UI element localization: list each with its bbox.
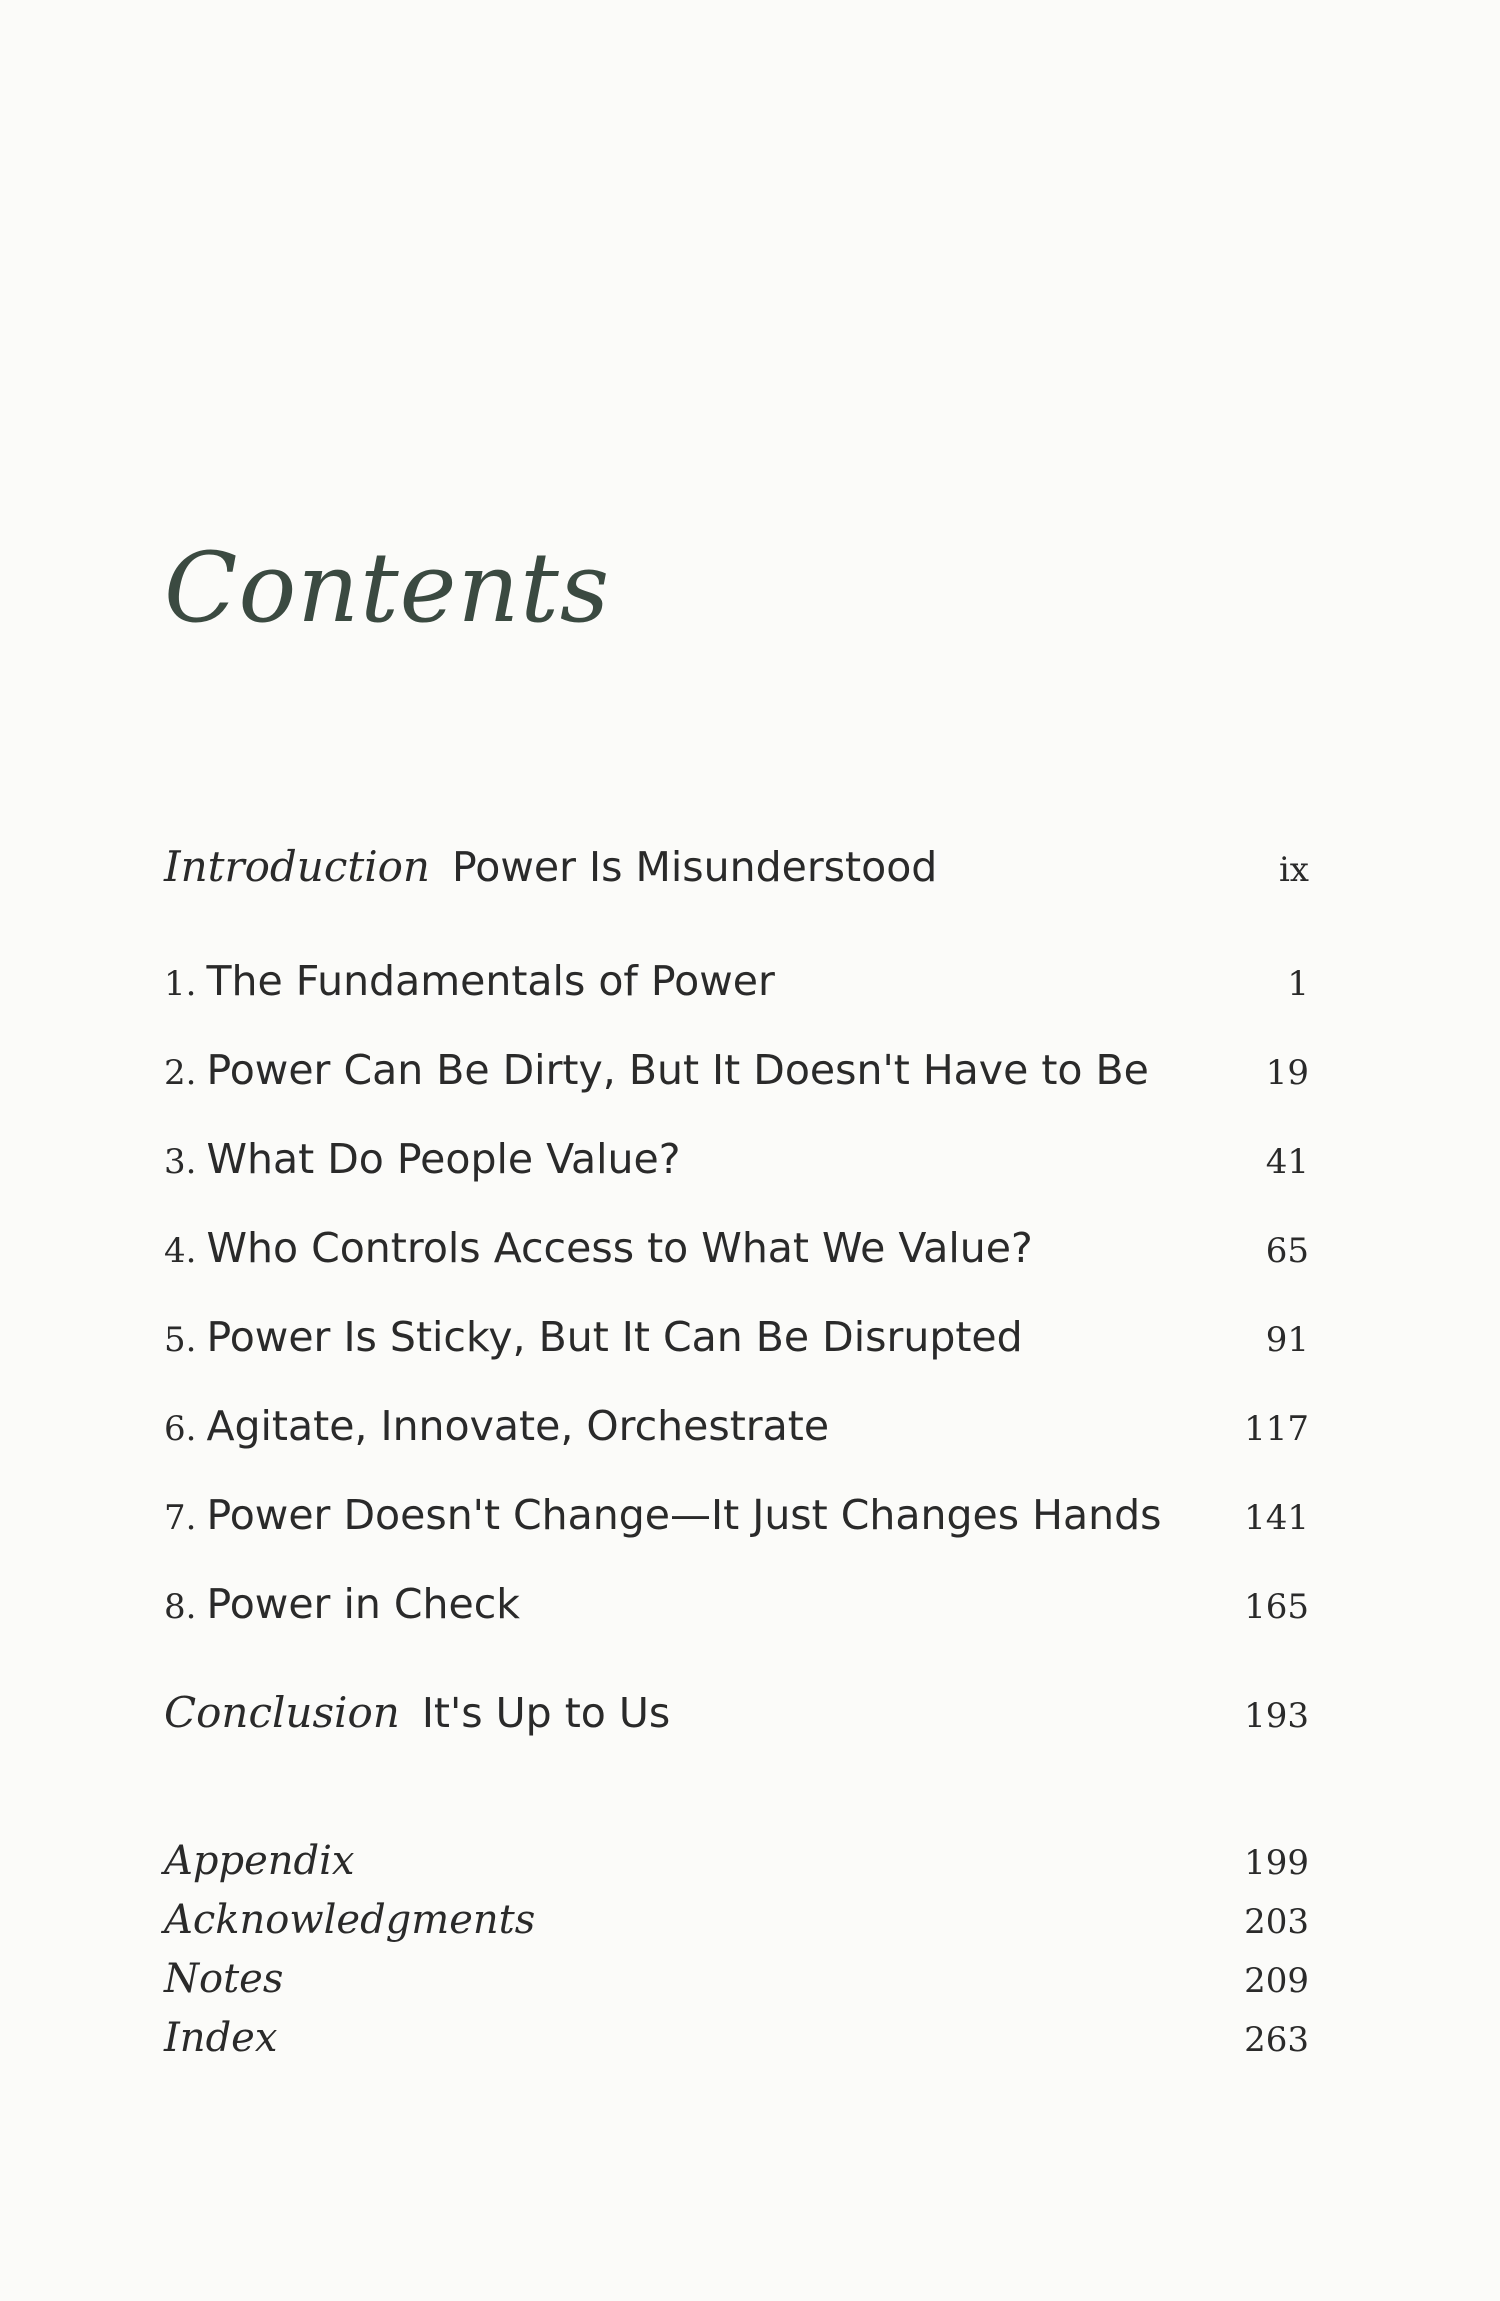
toc-entry-chapter-2[interactable] (164, 1046, 1309, 1106)
chapter-number: 4. (164, 1231, 197, 1271)
page-number: 193 (1244, 1696, 1309, 1736)
toc-entry-text (164, 957, 775, 1005)
page-number: 263 (1244, 2020, 1309, 2060)
toc-entry-acknowledgments[interactable] (164, 1897, 1309, 1957)
entry-title: The Fundamentals of Power (206, 957, 775, 1005)
page-number: ix (1278, 850, 1309, 890)
toc-entry-text (164, 1046, 1149, 1094)
chapter-number: 2. (164, 1053, 197, 1093)
entry-title: Who Controls Access to What We Value? (206, 1224, 1033, 1272)
page-number: 199 (1244, 1843, 1309, 1883)
entry-title: Appendix (164, 1838, 355, 1884)
toc-entry-notes[interactable] (164, 1956, 1309, 2016)
toc-entry-chapter-3[interactable] (164, 1135, 1309, 1195)
entry-title: Acknowledgments (164, 1897, 536, 1943)
chapter-number: 7. (164, 1498, 197, 1538)
section-prefix: Conclusion (164, 1688, 400, 1737)
entry-title: Power Is Sticky, But It Can Be Disrupted (206, 1313, 1023, 1361)
toc-entry-text (164, 1313, 1023, 1361)
toc-entry-introduction[interactable] (164, 842, 1309, 902)
chapter-number: 5. (164, 1320, 197, 1360)
page-number: 209 (1244, 1961, 1309, 2001)
toc-entry-chapter-1[interactable] (164, 957, 1309, 1017)
chapter-number: 1. (164, 964, 197, 1004)
page-number: 165 (1244, 1587, 1309, 1627)
toc-entry-index[interactable] (164, 2015, 1309, 2075)
page-number: 19 (1265, 1053, 1309, 1093)
toc-entry-text (164, 1580, 520, 1628)
entry-title: It's Up to Us (421, 1689, 671, 1737)
toc-entry-text (164, 1224, 1033, 1272)
page-number: 117 (1244, 1409, 1309, 1449)
toc-entry-conclusion[interactable] (164, 1688, 1309, 1748)
toc-entry-text (164, 1402, 829, 1450)
toc-entry-chapter-4[interactable] (164, 1224, 1309, 1284)
toc-entry-chapter-8[interactable] (164, 1580, 1309, 1640)
toc-entry-chapter-7[interactable] (164, 1491, 1309, 1551)
page-title: Contents (164, 532, 611, 644)
toc-entry-text (164, 1135, 681, 1183)
toc-entry-chapter-5[interactable] (164, 1313, 1309, 1373)
chapter-number: 8. (164, 1587, 197, 1627)
toc-entry-chapter-6[interactable] (164, 1402, 1309, 1462)
entry-title: Power Doesn't Change—It Just Changes Hands (206, 1491, 1162, 1539)
toc-entry-text (164, 1688, 670, 1737)
entry-title: Notes (164, 1956, 284, 2002)
toc-entry-text (164, 842, 937, 891)
page-number: 41 (1265, 1142, 1309, 1182)
entry-title: Power Can Be Dirty, But It Doesn't Have to Be (206, 1046, 1149, 1094)
chapter-number: 3. (164, 1142, 197, 1182)
page-number: 65 (1265, 1231, 1309, 1271)
entry-title: What Do People Value? (206, 1135, 681, 1183)
page-number: 203 (1244, 1902, 1309, 1942)
section-prefix: Introduction (164, 842, 430, 891)
page-number: 91 (1265, 1320, 1309, 1360)
page-number: 141 (1244, 1498, 1309, 1538)
entry-title: Power Is Misunderstood (452, 843, 938, 891)
entry-title: Agitate, Innovate, Orchestrate (206, 1402, 830, 1450)
toc-entry-text (164, 1491, 1161, 1539)
entry-title: Index (164, 2015, 278, 2061)
chapter-number: 6. (164, 1409, 197, 1449)
entry-title: Power in Check (206, 1580, 520, 1628)
page-number: 1 (1287, 964, 1309, 1004)
toc-entry-appendix[interactable] (164, 1838, 1309, 1898)
